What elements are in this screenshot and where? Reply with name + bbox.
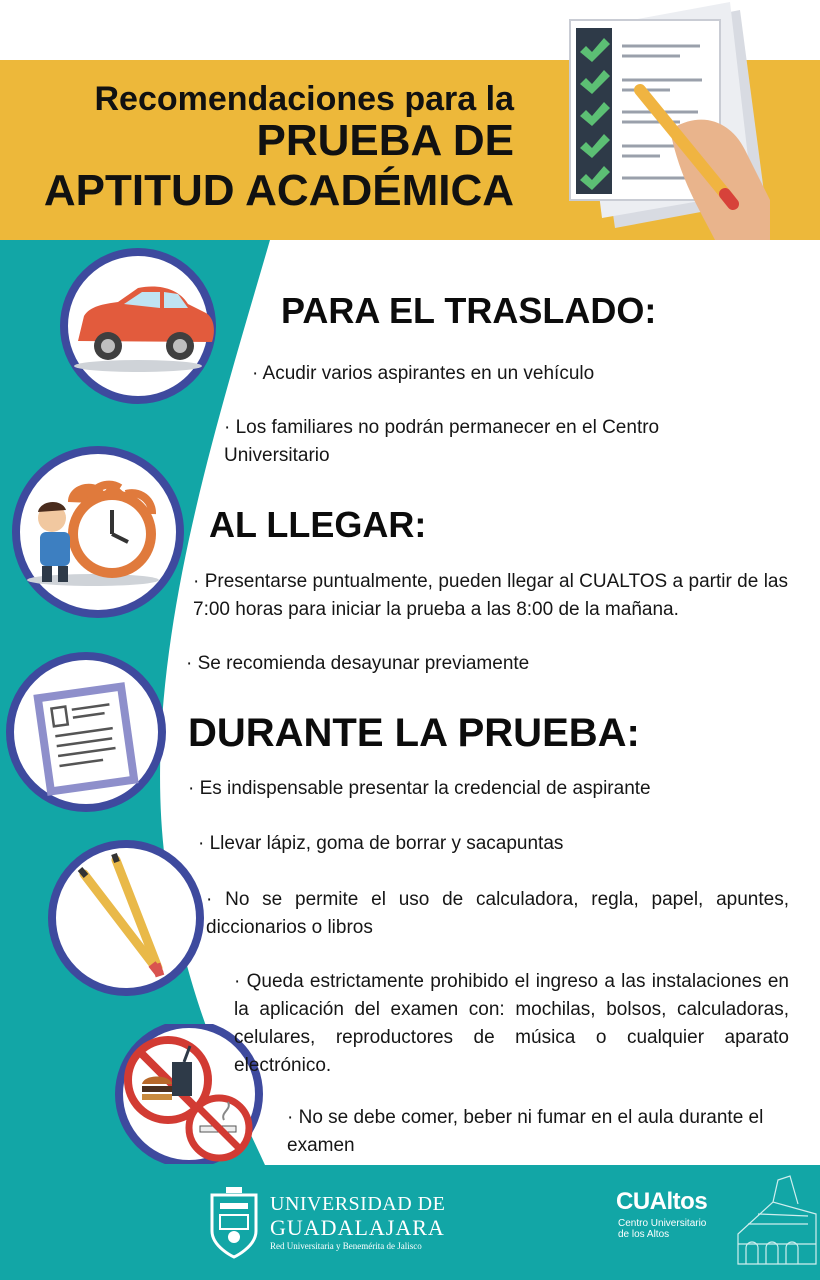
car-icon xyxy=(48,246,228,406)
item-llegar-1: · Presentarse puntualmente, pueden llegar al CUALTOS a partir de las 7:00 horas para iniciar la prueba a las 8:00 de la mañana. xyxy=(193,571,788,620)
heading-durante: DURANTE LA PRUEBA: xyxy=(188,711,640,755)
banner-title-line1: PRUEBA DE xyxy=(256,116,514,165)
item-durante-5: · No se debe comer, beber ni fumar en el aula durante el examen xyxy=(287,1107,764,1156)
cualtos-name: CUAltos xyxy=(616,1188,708,1215)
item-durante-4: · Queda estrictamente prohibido el ingreso a las instalaciones en la aplicación del examen con: mochilas, bolsos, calculadoras, celulares, reproductores de música o cualquier aparato electrónico. xyxy=(234,971,789,1076)
cualtos-sub-line1: Centro Universitario xyxy=(618,1218,707,1229)
alarm-clock-icon xyxy=(8,442,188,622)
udg-logo xyxy=(206,1183,446,1263)
cualtos-sub-line2: de los Altos xyxy=(618,1229,670,1240)
udg-name-line2: GUADALAJARA xyxy=(270,1215,445,1240)
item-llegar-2: · Se recomienda desayunar previamente xyxy=(186,653,530,674)
udg-name-line1: UNIVERSIDAD DE xyxy=(270,1193,446,1215)
checklist-hand-icon xyxy=(530,0,770,240)
heading-llegar: AL LLEGAR: xyxy=(209,504,427,545)
heading-traslado: PARA EL TRASLADO: xyxy=(281,290,657,331)
item-durante-2: · Llevar lápiz, goma de borrar y sacapuntas xyxy=(198,833,564,854)
udg-seal-icon xyxy=(206,1185,262,1261)
pencils-icon xyxy=(46,838,206,998)
item-traslado-1: · Acudir varios aspirantes en un vehículo xyxy=(252,363,595,384)
document-icon xyxy=(4,650,168,814)
cualtos-logo xyxy=(616,1188,816,1268)
banner-title-line2: APTITUD ACADÉMICA xyxy=(43,166,514,215)
udg-tagline: Red Universitaria y Benemérita de Jalisco xyxy=(270,1241,422,1251)
item-traslado-2: · Los familiares no podrán permanecer en el Centro Universitario xyxy=(224,417,660,466)
cualtos-building-icon xyxy=(728,1174,818,1266)
item-durante-3: · No se permite el uso de calculadora, regla, papel, apuntes, diccionarios o libros xyxy=(206,889,789,938)
item-durante-1: · Es indispensable presentar la credencial de aspirante xyxy=(188,778,651,799)
cualtos-subtitle xyxy=(618,1218,706,1240)
banner-subtitle: Recomendaciones para la xyxy=(94,80,514,118)
